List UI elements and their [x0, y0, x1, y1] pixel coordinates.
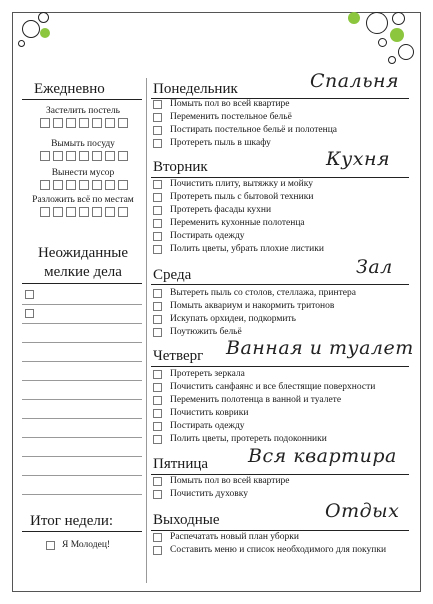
task-checkbox[interactable] — [153, 289, 162, 298]
weekend-title: Выходные — [153, 512, 220, 528]
task-label: Протереть пыль с бытовой техники — [170, 192, 314, 202]
task-label: Искупать орхидеи, подкормить — [170, 314, 296, 324]
unexpected-line — [22, 494, 142, 495]
task-item[interactable] — [153, 178, 313, 191]
task-checkbox[interactable] — [153, 113, 162, 122]
wednesday-room: Зал — [356, 256, 393, 278]
task-item[interactable] — [153, 111, 292, 124]
task-label: Полить цветы, протереть подоконники — [170, 434, 327, 444]
task-checkbox[interactable] — [153, 533, 162, 542]
daily-rule — [22, 99, 142, 100]
task-item[interactable] — [153, 300, 334, 313]
column-divider — [146, 78, 147, 583]
task-checkbox[interactable] — [153, 435, 162, 444]
friday-title: Пятница — [153, 456, 209, 472]
daily-item-label: Вынести мусор — [51, 168, 115, 178]
unexpected-line — [22, 437, 142, 438]
monday-room: Спальня — [310, 70, 400, 92]
task-checkbox[interactable] — [153, 546, 162, 555]
task-label: Помыть пол во всей квартире — [170, 99, 290, 109]
task-label: Почистить плиту, вытяжку и мойку — [170, 179, 313, 189]
task-item[interactable] — [153, 124, 337, 137]
task-label: Почистить санфаянс и все блестящие поверхности — [170, 382, 376, 392]
task-item[interactable] — [153, 544, 386, 557]
tuesday-title: Вторник — [153, 159, 208, 175]
task-label: Помыть аквариум и накормить тритонов — [170, 301, 335, 311]
task-item[interactable] — [153, 475, 290, 488]
task-checkbox[interactable] — [153, 396, 162, 405]
friday-room: Вся квартира — [248, 445, 397, 467]
monday-title: Понедельник — [153, 81, 238, 97]
unexpected-title-line2: мелкие дела — [44, 264, 122, 280]
summary-rule — [22, 531, 142, 532]
task-checkbox[interactable] — [153, 126, 162, 135]
task-checkbox[interactable] — [153, 193, 162, 202]
unexpected-line — [22, 475, 142, 476]
daily-checkbox-row[interactable] — [40, 118, 128, 128]
task-item[interactable] — [153, 313, 296, 326]
task-checkbox[interactable] — [153, 180, 162, 189]
unexpected-line — [22, 418, 142, 419]
task-checkbox[interactable] — [153, 302, 162, 311]
unexpected-title-line1: Неожиданные — [37, 245, 129, 261]
unexpected-line — [22, 304, 142, 305]
task-label: Составить меню и список необходимого для покупки — [170, 545, 387, 555]
task-label: Поутюжить бельё — [170, 327, 242, 337]
task-checkbox[interactable] — [153, 370, 162, 379]
thursday-title: Четверг — [153, 348, 204, 364]
summary-title: Итог недели: — [30, 513, 114, 529]
unexpected-checkbox[interactable] — [25, 309, 34, 318]
task-checkbox[interactable] — [153, 232, 162, 241]
task-label: Протереть зеркала — [170, 369, 245, 379]
task-label: Протереть пыль в шкафу — [170, 138, 271, 148]
unexpected-line — [22, 323, 142, 324]
daily-checkbox-row[interactable] — [40, 207, 128, 217]
summary-item-label: Я Молодец! — [62, 540, 111, 550]
task-label: Переменить полотенца в ванной и туалете — [170, 395, 342, 405]
task-checkbox[interactable] — [153, 245, 162, 254]
wednesday-title: Среда — [153, 267, 192, 283]
task-label: Переменить постельное бельё — [170, 112, 292, 122]
task-item[interactable] — [153, 230, 245, 243]
task-item[interactable] — [153, 488, 248, 501]
task-item[interactable] — [153, 531, 299, 544]
task-item[interactable] — [153, 394, 341, 407]
task-checkbox[interactable] — [153, 315, 162, 324]
task-label: Почистить коврики — [170, 408, 249, 418]
tuesday-room: Кухня — [326, 148, 391, 170]
weekend-room: Отдых — [325, 500, 400, 522]
task-label: Протереть фасады кухни — [170, 205, 272, 215]
task-checkbox[interactable] — [153, 100, 162, 109]
task-label: Полить цветы, убрать плохие листики — [170, 244, 324, 254]
task-label: Постирать постельное бельё и полотенца — [170, 125, 338, 135]
daily-item-label: Застелить постель — [46, 106, 120, 116]
task-label: Помыть пол во всей квартире — [170, 476, 290, 486]
task-label: Постирать одежду — [170, 421, 245, 431]
unexpected-checkbox[interactable] — [25, 290, 34, 299]
task-item[interactable] — [153, 368, 245, 381]
task-label: Вытереть пыль со столов, стеллажа, принтера — [170, 288, 356, 298]
thursday-rule — [151, 366, 409, 367]
task-checkbox[interactable] — [153, 383, 162, 392]
unexpected-line — [22, 456, 142, 457]
task-item[interactable] — [153, 98, 290, 111]
task-item[interactable] — [153, 204, 271, 217]
daily-checkbox-row[interactable] — [40, 180, 128, 190]
task-item[interactable] — [153, 217, 305, 230]
task-item[interactable] — [153, 191, 313, 204]
task-checkbox[interactable] — [153, 422, 162, 431]
unexpected-line — [22, 361, 142, 362]
task-label: Переменить кухонные полотенца — [170, 218, 305, 228]
unexpected-rule — [22, 283, 142, 284]
unexpected-line — [22, 342, 142, 343]
task-label: Распечатать новый план уборки — [170, 532, 299, 542]
thursday-room: Ванная и туалет — [226, 337, 414, 359]
task-checkbox[interactable] — [153, 490, 162, 499]
unexpected-line — [22, 399, 142, 400]
daily-item-label: Вымыть посуду — [51, 139, 115, 149]
unexpected-line — [22, 380, 142, 381]
task-item[interactable] — [153, 137, 271, 150]
daily-title: Ежедневно — [34, 81, 105, 97]
daily-checkbox-row[interactable] — [40, 151, 128, 161]
task-item[interactable] — [153, 243, 324, 256]
task-checkbox[interactable] — [153, 477, 162, 486]
summary-checkbox[interactable] — [46, 541, 55, 550]
wednesday-rule — [151, 284, 409, 285]
task-checkbox[interactable] — [153, 219, 162, 228]
task-item[interactable] — [153, 407, 248, 420]
task-item[interactable] — [153, 381, 375, 394]
task-item[interactable] — [153, 287, 356, 300]
task-label: Постирать одежду — [170, 231, 245, 241]
task-label: Почистить духовку — [170, 489, 248, 499]
task-checkbox[interactable] — [153, 139, 162, 148]
task-item[interactable] — [153, 420, 245, 433]
task-checkbox[interactable] — [153, 409, 162, 418]
task-checkbox[interactable] — [153, 206, 162, 215]
daily-item-label: Разложить всё по местам — [32, 195, 134, 205]
summary-item[interactable] — [46, 540, 110, 550]
task-checkbox[interactable] — [153, 328, 162, 337]
